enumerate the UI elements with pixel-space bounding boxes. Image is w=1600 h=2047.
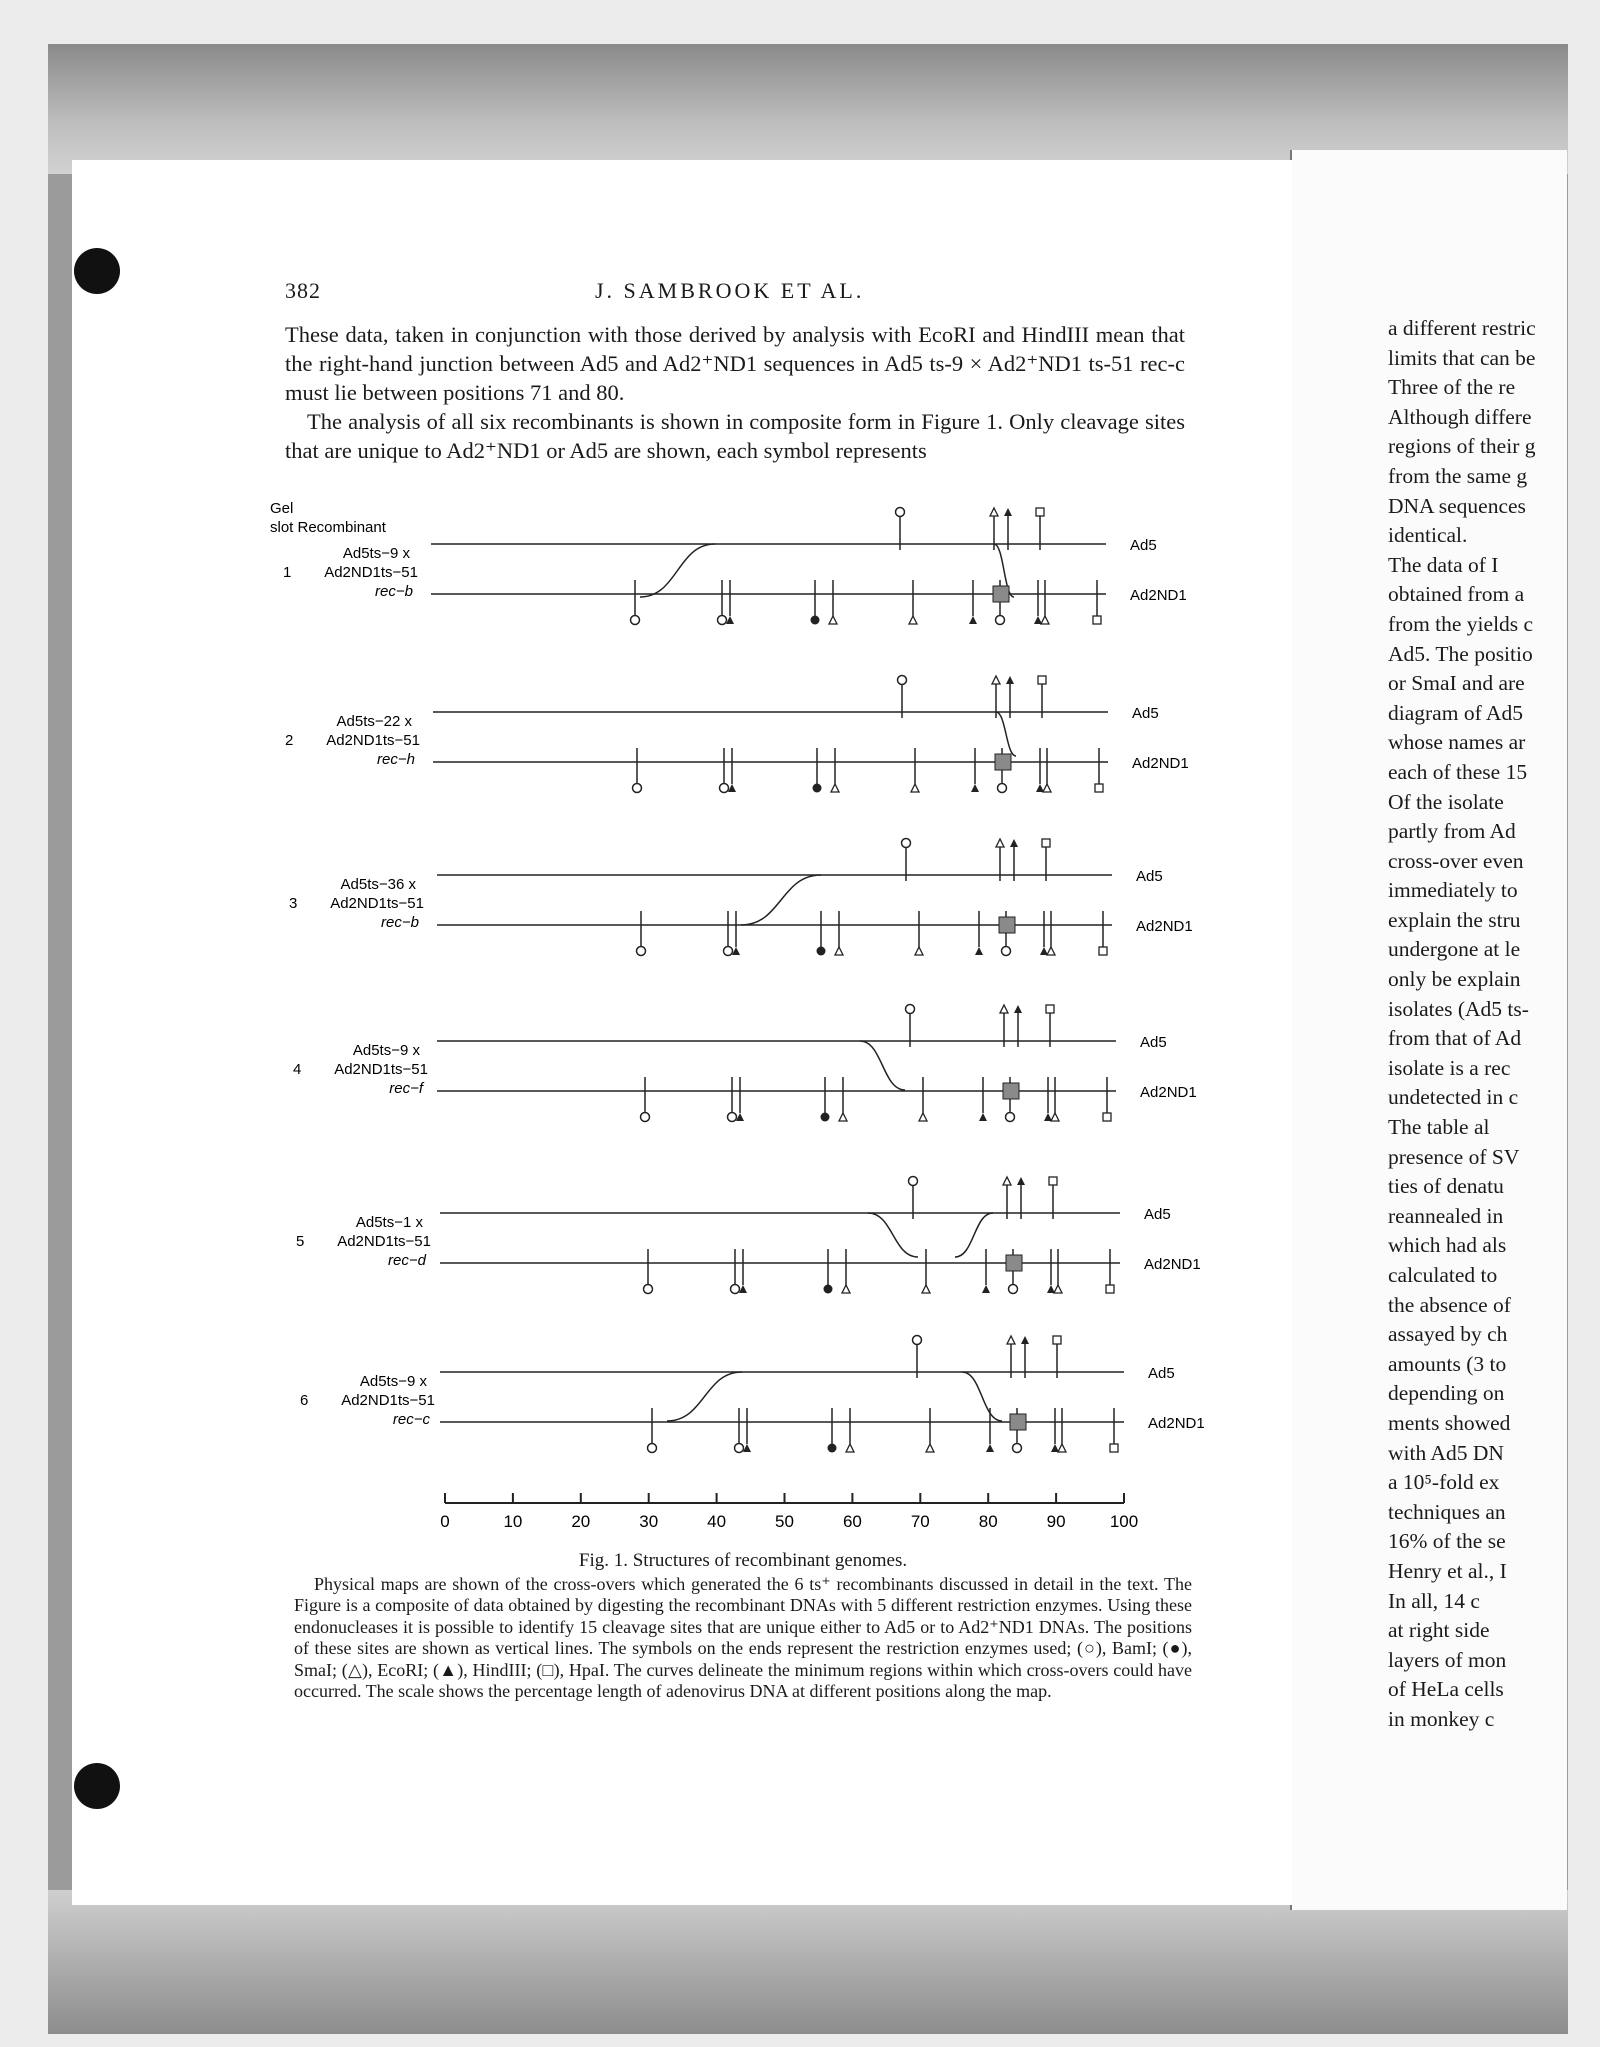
ad2nd1-label: Ad2ND1 xyxy=(1144,1256,1201,1273)
site-symbol-hpa xyxy=(1038,676,1046,684)
site-symbol-eco xyxy=(1054,1285,1062,1293)
site-symbol-bam xyxy=(735,1444,744,1453)
ad5-label: Ad5 xyxy=(1132,705,1159,722)
facing-page-line: undetected in c xyxy=(1388,1085,1519,1110)
paragraph-2: The analysis of all six recombinants is shown in composite form in Figure 1. Only cleavage sites that are unique to Ad2⁺ND1 or Ad5 are shown, each symbol represents xyxy=(285,409,1185,463)
facing-page-line: explain the stru xyxy=(1388,907,1521,932)
site-symbol-hind xyxy=(1014,1005,1022,1013)
facing-page-line: depending on xyxy=(1388,1381,1505,1406)
facing-page-line: whose names ar xyxy=(1388,730,1526,755)
facing-page-line: a different restric xyxy=(1388,316,1536,340)
facing-page-line: Henry et al., I xyxy=(1388,1558,1507,1583)
site-symbol-bam xyxy=(718,616,727,625)
facing-page-line: amounts (3 to xyxy=(1388,1351,1507,1376)
site-symbol-hind xyxy=(975,947,983,955)
crossover-curve xyxy=(667,1372,742,1421)
facing-page-line: layers of mon xyxy=(1388,1647,1507,1672)
facing-page-line: which had als xyxy=(1388,1233,1507,1258)
scale-tick-label: 30 xyxy=(639,1512,659,1531)
crossover-curve xyxy=(996,712,1016,756)
facing-page-line: isolate is a rec xyxy=(1388,1055,1511,1080)
ad2nd1-label: Ad2ND1 xyxy=(1136,918,1193,935)
page-number: 382 xyxy=(285,278,321,303)
junction-marker xyxy=(1003,1083,1019,1099)
facing-page-line: ments showed xyxy=(1388,1410,1511,1435)
site-symbol-bam xyxy=(906,1005,915,1014)
scale-tick-label: 80 xyxy=(978,1512,998,1531)
facing-page-line: DNA sequences xyxy=(1388,493,1526,518)
ad2nd1-label: Ad2ND1 xyxy=(1148,1415,1205,1432)
site-symbol-hind xyxy=(969,616,977,624)
site-symbol-eco xyxy=(911,784,919,792)
site-symbol-eco xyxy=(922,1285,930,1293)
site-symbol-eco xyxy=(1003,1177,1011,1185)
facing-page-line: 16% of the se xyxy=(1388,1529,1506,1554)
facing-page-line: from that of Ad xyxy=(1388,1026,1522,1051)
site-symbol-eco xyxy=(829,616,837,624)
facing-page-line: Although differe xyxy=(1388,404,1532,429)
site-symbol-bam xyxy=(902,839,911,848)
site-symbol-hind xyxy=(1034,616,1042,624)
site-symbol-eco xyxy=(1007,1336,1015,1344)
facing-page-line: identical. xyxy=(1388,523,1468,548)
facing-page-line: immediately to xyxy=(1388,878,1518,903)
site-symbol-eco xyxy=(846,1444,854,1452)
gel-slot-number: 1 xyxy=(283,564,292,581)
site-symbol-bam xyxy=(641,1113,650,1122)
ad5-label: Ad5 xyxy=(1136,868,1163,885)
ad5-label: Ad5 xyxy=(1144,1206,1171,1223)
site-symbol-hpa xyxy=(1036,508,1044,516)
recombinant-cross-partner: Ad2ND1ts−51 xyxy=(326,732,420,749)
recombinant-name: rec−b xyxy=(381,914,419,931)
site-symbol-eco xyxy=(992,676,1000,684)
facing-page-line: regions of their g xyxy=(1388,434,1536,459)
crossover-curve xyxy=(860,1041,905,1090)
ad2nd1-label: Ad2ND1 xyxy=(1132,755,1189,772)
site-symbol-hpa xyxy=(1106,1285,1114,1293)
site-symbol-sma xyxy=(817,947,826,956)
figure-header-gel: Gel xyxy=(270,500,294,517)
facing-page-line: the absence of xyxy=(1388,1292,1511,1317)
gel-slot-number: 2 xyxy=(285,732,294,749)
site-symbol-bam xyxy=(1009,1285,1018,1294)
site-symbol-bam xyxy=(913,1336,922,1345)
facing-page-line: cross-over even xyxy=(1388,848,1524,873)
recombinant-cross-partner: Ad2ND1ts−51 xyxy=(324,564,418,581)
caption-text: Physical maps are shown of the cross-overs which generated the 6 ts⁺ recombinants discussed in detail in the text. The Figure is a composite of data obtained by digesting the recombinant DNAs with 5 different restriction enzymes. Using these endonucleases it is possible to identify 15 cleavage sites that are unique either to Ad5 or to Ad2⁺ND1 DNAs. The positions of these sites are shown as vertical lines. The symbols on the ends represent the restriction enzymes used; (○), BamI; (●), SmaI; (△), EcoRI; (▲), HindIII; (□), HpaI. The curves delineate the minimum regions within which cross-overs could have occurred. The scale shows the percentage length of adenovirus DNA at different positions along the map. xyxy=(294,1573,1192,1701)
crossover-curve xyxy=(640,544,715,597)
recombinant-cross-partner: Ad2ND1ts−51 xyxy=(334,1061,428,1078)
gel-slot-number: 6 xyxy=(300,1392,309,1409)
site-symbol-bam xyxy=(898,676,907,685)
recombinant-cross-label: Ad5ts−9 x xyxy=(342,545,410,562)
site-symbol-hind xyxy=(1004,508,1012,516)
facing-page-line: reannealed in xyxy=(1388,1203,1504,1228)
facing-page-line: limits that can be xyxy=(1388,345,1536,370)
site-symbol-bam xyxy=(896,508,905,517)
gel-slot-number: 5 xyxy=(296,1233,305,1250)
site-symbol-eco xyxy=(1000,1005,1008,1013)
site-symbol-hpa xyxy=(1093,616,1101,624)
facing-page-line: The table al xyxy=(1388,1115,1490,1140)
site-symbol-eco xyxy=(842,1285,850,1293)
ad2nd1-label: Ad2ND1 xyxy=(1140,1084,1197,1101)
ad5-label: Ad5 xyxy=(1140,1034,1167,1051)
running-head-authors: J. SAMBROOK ET AL. xyxy=(595,278,865,303)
recombinant-cross-partner: Ad2ND1ts−51 xyxy=(337,1233,431,1250)
facing-page-line: partly from Ad xyxy=(1388,819,1516,844)
site-symbol-bam xyxy=(644,1285,653,1294)
facing-page-line: techniques an xyxy=(1388,1499,1506,1524)
facing-page-line: each of these 15 xyxy=(1388,759,1528,784)
scale-tick-label: 40 xyxy=(707,1512,727,1531)
site-symbol-hind xyxy=(1006,676,1014,684)
ad5-label: Ad5 xyxy=(1148,1365,1175,1382)
paragraph-1: These data, taken in conjunction with those derived by analysis with EcoRI and HindIII mean that the right-hand junction between Ad5 and Ad2⁺ND1 sequences in Ad5 ts-9 × Ad2⁺ND1 ts-51 rec-c must lie between positions 71 and 80. xyxy=(285,322,1185,405)
scale-tick-label: 70 xyxy=(910,1512,930,1531)
site-symbol-eco xyxy=(926,1444,934,1452)
site-symbol-bam xyxy=(998,784,1007,793)
facing-page-line: from the yields c xyxy=(1388,611,1534,636)
site-symbol-bam xyxy=(720,784,729,793)
facing-page-line: The data of I xyxy=(1388,552,1499,577)
recombinant-name: rec−b xyxy=(375,583,413,600)
recombinant-cross-label: Ad5ts−36 x xyxy=(340,876,416,893)
facing-page-line: of HeLa cells xyxy=(1388,1677,1504,1702)
site-symbol-eco xyxy=(831,784,839,792)
site-symbol-bam xyxy=(731,1285,740,1294)
recombinant-cross-partner: Ad2ND1ts−51 xyxy=(330,895,424,912)
site-symbol-hind xyxy=(1040,947,1048,955)
scale-tick-label: 60 xyxy=(842,1512,862,1531)
facing-page-line: presence of SV xyxy=(1388,1144,1520,1169)
figure-caption xyxy=(294,1550,1192,1703)
facing-page-line: from the same g xyxy=(1388,463,1528,488)
site-symbol-eco xyxy=(996,839,1004,847)
figure-header-recombinant: slot Recombinant xyxy=(270,519,386,536)
facing-page-line: assayed by ch xyxy=(1388,1322,1508,1347)
recombinant-cross-label: Ad5ts−9 x xyxy=(359,1373,427,1390)
facing-page-line: or SmaI and are xyxy=(1388,671,1525,696)
facing-page-line: calculated to xyxy=(1388,1263,1498,1287)
site-symbol-bam xyxy=(1006,1113,1015,1122)
gel-slot-number: 3 xyxy=(289,895,298,912)
crossover-curve xyxy=(741,875,821,925)
site-symbol-hpa xyxy=(1095,784,1103,792)
site-symbol-hpa xyxy=(1049,1177,1057,1185)
facing-page-line: isolates (Ad5 ts- xyxy=(1388,996,1529,1021)
ad5-label: Ad5 xyxy=(1130,537,1157,554)
site-symbol-bam xyxy=(648,1444,657,1453)
facing-page-line: Of the isolate xyxy=(1388,789,1504,814)
facing-page-line: in monkey c xyxy=(1388,1706,1495,1731)
recombinant-cross-label: Ad5ts−22 x xyxy=(336,713,412,730)
scale-tick-label: 0 xyxy=(440,1512,450,1531)
site-symbol-eco xyxy=(919,1113,927,1121)
site-symbol-hind xyxy=(986,1444,994,1452)
site-symbol-hpa xyxy=(1103,1113,1111,1121)
site-symbol-hind xyxy=(1017,1177,1025,1185)
site-symbol-hind xyxy=(1051,1444,1059,1452)
gel-slot-number: 4 xyxy=(293,1061,302,1078)
site-symbol-eco xyxy=(915,947,923,955)
facing-page-line: diagram of Ad5 xyxy=(1388,700,1523,725)
site-symbol-eco xyxy=(1043,784,1051,792)
scale-tick-label: 100 xyxy=(1109,1512,1139,1531)
site-symbol-eco xyxy=(839,1113,847,1121)
facing-page-line: Three of the re xyxy=(1388,375,1516,400)
facing-page-line: In all, 14 c xyxy=(1388,1588,1480,1613)
site-symbol-bam xyxy=(1013,1444,1022,1453)
scale-tick-label: 90 xyxy=(1046,1512,1066,1531)
site-symbol-eco xyxy=(1047,947,1055,955)
site-symbol-hind xyxy=(979,1113,987,1121)
site-symbol-sma xyxy=(811,616,820,625)
caption-title: Fig. 1. Structures of recombinant genomes. xyxy=(578,1550,908,1571)
site-symbol-eco xyxy=(990,508,998,516)
junction-marker xyxy=(995,754,1011,770)
recombinant-cross-label: Ad5ts−9 x xyxy=(352,1042,420,1059)
site-symbol-bam xyxy=(631,616,640,625)
facing-page-line: at right side xyxy=(1388,1618,1490,1643)
facing-page-line: a 10⁵-fold ex xyxy=(1388,1470,1500,1495)
site-symbol-hpa xyxy=(1042,839,1050,847)
site-symbol-eco xyxy=(909,616,917,624)
facing-page-line: obtained from a xyxy=(1388,582,1525,607)
site-symbol-bam xyxy=(909,1177,918,1186)
scale-tick-label: 10 xyxy=(503,1512,523,1531)
site-symbol-bam xyxy=(633,784,642,793)
recombinant-cross-label: Ad5ts−1 x xyxy=(355,1214,423,1231)
site-symbol-eco xyxy=(1051,1113,1059,1121)
site-symbol-hind xyxy=(1036,784,1044,792)
site-symbol-hind xyxy=(971,784,979,792)
facing-page-line: Ad5. The positio xyxy=(1388,641,1533,666)
site-symbol-hpa xyxy=(1099,947,1107,955)
site-symbol-bam xyxy=(637,947,646,956)
site-symbol-bam xyxy=(1002,947,1011,956)
facing-page-line: only be explain xyxy=(1388,967,1521,992)
scale-tick-label: 20 xyxy=(571,1512,591,1531)
site-symbol-eco xyxy=(1041,616,1049,624)
site-symbol-bam xyxy=(996,616,1005,625)
ad2nd1-label: Ad2ND1 xyxy=(1130,587,1187,604)
recombinant-name: rec−c xyxy=(392,1411,430,1428)
site-symbol-sma xyxy=(828,1444,837,1453)
recombinant-cross-partner: Ad2ND1ts−51 xyxy=(341,1392,435,1409)
site-symbol-sma xyxy=(813,784,822,793)
junction-marker xyxy=(1006,1255,1022,1271)
junction-marker xyxy=(1010,1414,1026,1430)
site-symbol-hind xyxy=(1044,1113,1052,1121)
facing-page-line: ties of denatu xyxy=(1388,1174,1504,1199)
crossover-curve xyxy=(955,1213,993,1257)
crossover-curve xyxy=(868,1213,918,1257)
site-symbol-eco xyxy=(835,947,843,955)
site-symbol-sma xyxy=(824,1285,833,1294)
junction-marker xyxy=(993,586,1009,602)
site-symbol-hind xyxy=(1047,1285,1055,1293)
recombinant-name: rec−d xyxy=(388,1252,426,1269)
site-symbol-sma xyxy=(821,1113,830,1122)
site-symbol-hind xyxy=(982,1285,990,1293)
site-symbol-bam xyxy=(728,1113,737,1122)
site-symbol-eco xyxy=(1058,1444,1066,1452)
site-symbol-hind xyxy=(1021,1336,1029,1344)
crossover-curve xyxy=(962,1372,1002,1421)
scale-tick-label: 50 xyxy=(775,1512,794,1531)
site-symbol-hpa xyxy=(1110,1444,1118,1452)
facing-page-line: with Ad5 DN xyxy=(1388,1440,1504,1465)
recombinant-name: rec−f xyxy=(389,1080,423,1097)
facing-page-line: undergone at le xyxy=(1388,937,1521,962)
junction-marker xyxy=(999,917,1015,933)
recombinant-name: rec−h xyxy=(377,751,415,768)
site-symbol-hpa xyxy=(1053,1336,1061,1344)
site-symbol-hpa xyxy=(1046,1005,1054,1013)
site-symbol-hind xyxy=(1010,839,1018,847)
site-symbol-bam xyxy=(724,947,733,956)
